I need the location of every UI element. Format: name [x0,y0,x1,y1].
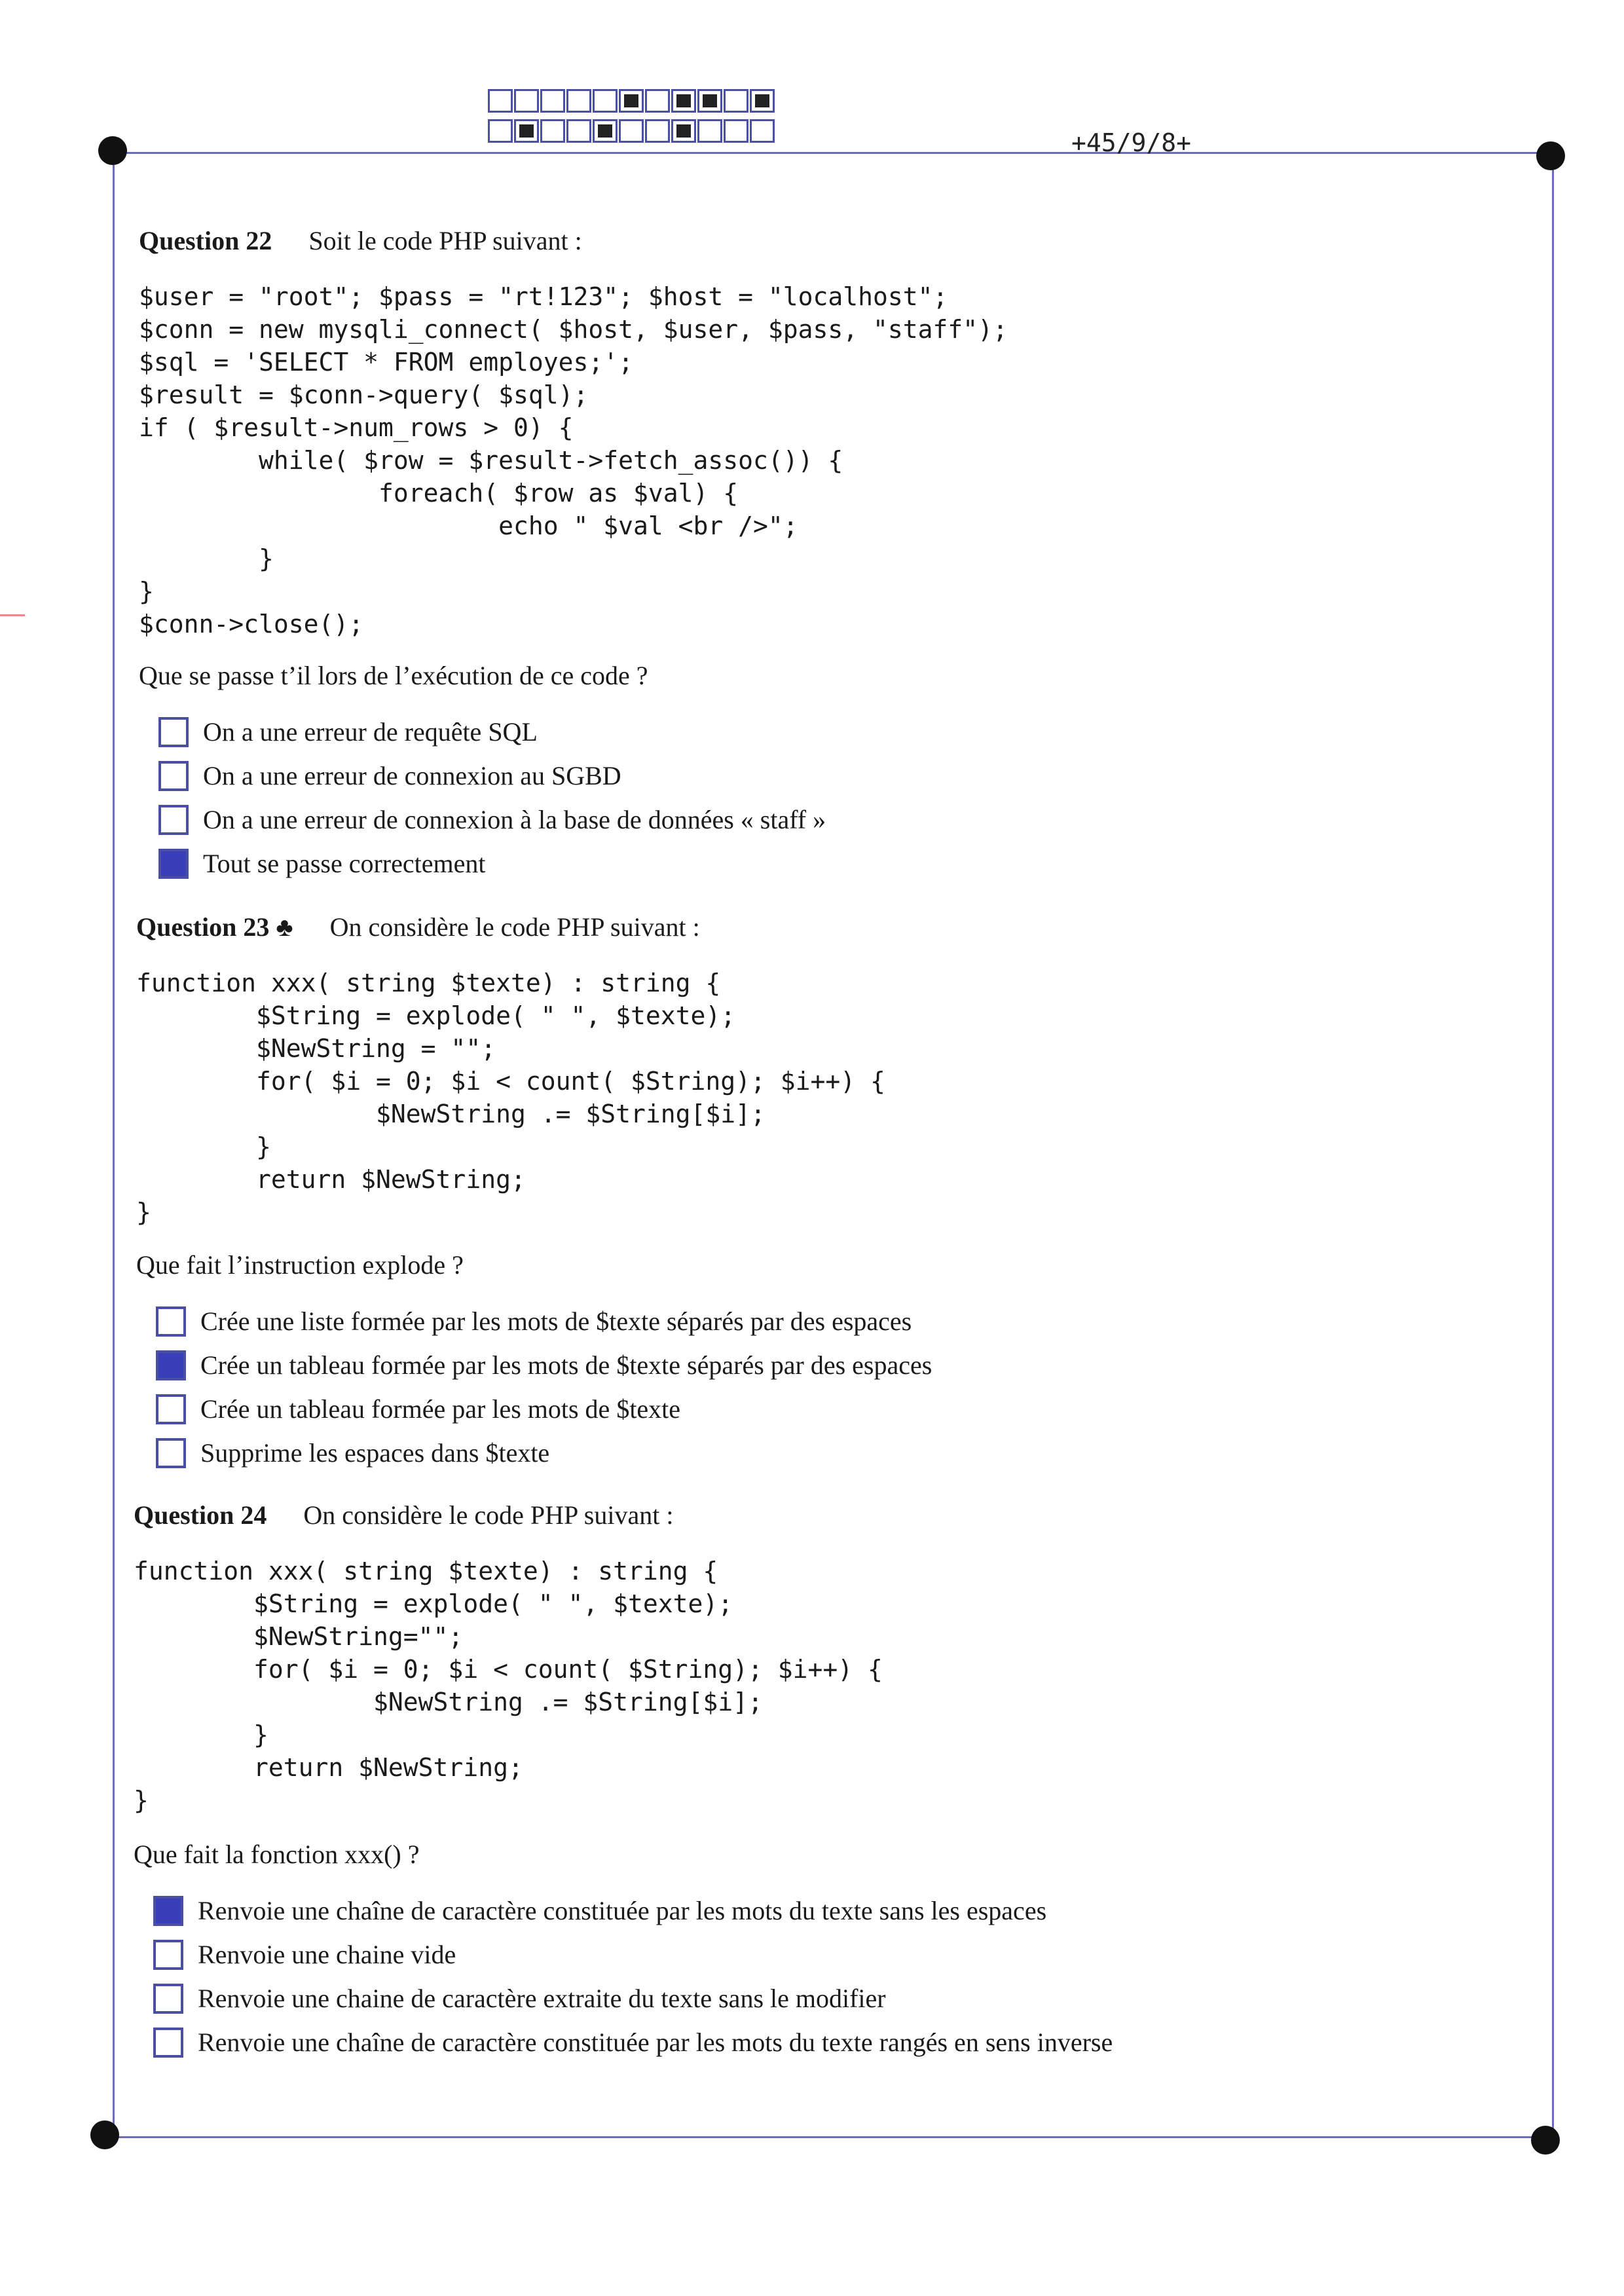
question-prompt: Que fait l’instruction explode ? [136,1250,464,1280]
answer-option[interactable] [156,1343,932,1387]
php-code-block: function xxx( string $texte) : string { $String = explode( " ", $texte); $NewString=""; for( $i = 0; $i < count( $String); $i++) { $NewString .= $String[$i]; } return $NewString; } [134,1557,883,1815]
id-grid-row [488,89,776,115]
corner-marker-top-right [1536,141,1565,170]
id-grid-cell [750,119,775,143]
answer-checkbox[interactable] [153,1896,183,1926]
corner-marker-bottom-left [90,2120,119,2149]
frame-top-line [113,152,1551,154]
php-code-block: $user = "root"; $pass = "rt!123"; $host = "localhost"; $conn = new mysqli_connect( $host, $user, $pass, "staff"); $sql = 'SELECT * FROM employes;'; $result = $conn->query( $sql); if ( $result->num_rows > 0) { while( $row = $result->fetch_assoc()) { foreach( $row as $val) { echo " $val <br />"; } } $conn->close(); [139,282,1008,639]
answer-list [158,710,826,885]
corner-marker-top-left [98,136,127,165]
answer-option[interactable] [158,798,826,842]
frame-right-line [1552,152,1554,2136]
answer-option[interactable] [153,1976,1113,2020]
answer-checkbox[interactable] [153,1984,183,2014]
id-grid-cell [619,89,644,113]
answer-option[interactable] [153,1933,1113,1976]
id-grid-cell [645,119,670,143]
id-grid-cell [488,119,513,143]
answer-list [153,1889,1113,2064]
answer-list [156,1299,932,1475]
answer-option[interactable] [156,1299,932,1343]
id-grid-cell [671,89,696,113]
answer-checkbox[interactable] [158,717,189,747]
id-grid-cell [671,119,696,143]
id-grid-cell [724,89,748,113]
student-id-grid [488,89,776,149]
answer-option[interactable] [158,754,826,798]
answer-label: Renvoie une chaine de caractère extraite du texte sans le modifier [198,1984,886,2013]
answer-label: Renvoie une chaîne de caractère constituée par les mots du texte rangés en sens inverse [198,2028,1113,2057]
php-code-block: function xxx( string $texte) : string { $String = explode( " ", $texte); $NewString = ""; for( $i = 0; $i < count( $String); $i++) { $NewString .= $String[$i]; } return $NewString; } [136,969,885,1227]
answer-label: Crée un tableau formée par les mots de $texte séparés par des espaces [200,1350,932,1380]
frame-left-line [113,152,115,2136]
answer-option[interactable] [158,842,826,885]
margin-mark [0,614,25,616]
answer-checkbox[interactable] [156,1350,186,1380]
answer-label: Supprime les espaces dans $texte [200,1438,550,1468]
answer-checkbox[interactable] [158,849,189,879]
question-prompt: Que fait la fonction xxx() ? [134,1840,420,1869]
answer-label: On a une erreur de connexion à la base de données « staff » [203,805,826,834]
answer-checkbox[interactable] [156,1438,186,1468]
question-number: Question 24 [134,1500,267,1530]
question-number: Question 23 [136,912,270,942]
id-grid-cell [724,119,748,143]
answer-checkbox[interactable] [156,1394,186,1424]
id-grid-cell [593,119,618,143]
id-grid-cell [488,89,513,113]
id-grid-cell [540,119,565,143]
answer-checkbox[interactable] [153,2028,183,2058]
answer-label: Renvoie une chaîne de caractère constituée par les mots du texte sans les espaces [198,1896,1047,1925]
answer-option[interactable] [156,1431,932,1475]
question-prompt: Que se passe t’il lors de l’exécution de ce code ? [139,661,648,690]
answer-option[interactable] [158,710,826,754]
answer-label: On a une erreur de requête SQL [203,717,538,747]
answer-option[interactable] [153,2020,1113,2064]
id-grid-cell [514,119,539,143]
id-grid-cell [566,119,591,143]
id-grid-cell [645,89,670,113]
answer-label: Crée un tableau formée par les mots de $texte [200,1394,681,1424]
frame-bottom-line [103,2136,1559,2138]
page-code: +45/9/8+ [1071,128,1192,157]
answer-option[interactable] [156,1387,932,1431]
answer-checkbox[interactable] [158,761,189,791]
id-grid-cell [593,89,618,113]
id-grid-cell [566,89,591,113]
club-icon: ♣ [276,912,293,942]
answer-label: Renvoie une chaine vide [198,1940,456,1969]
question-intro: On considère le code PHP suivant : [303,1500,674,1530]
answer-label: Tout se passe correctement [203,849,486,878]
id-grid-row [488,119,776,145]
corner-marker-bottom-right [1531,2126,1560,2155]
question-number: Question 22 [139,226,272,255]
answer-label: On a une erreur de connexion au SGBD [203,761,621,790]
question-intro: Soit le code PHP suivant : [308,226,582,255]
answer-checkbox[interactable] [156,1306,186,1337]
id-grid-cell [619,119,644,143]
question-heading [134,1500,673,1530]
question-heading [136,912,700,942]
answer-checkbox[interactable] [158,805,189,835]
id-grid-cell [750,89,775,113]
id-grid-cell [540,89,565,113]
answer-label: Crée une liste formée par les mots de $texte séparés par des espaces [200,1306,912,1336]
id-grid-cell [514,89,539,113]
answer-checkbox[interactable] [153,1940,183,1970]
answer-option[interactable] [153,1889,1113,1933]
question-intro: On considère le code PHP suivant : [329,912,700,942]
id-grid-cell [697,119,722,143]
question-heading [139,225,582,256]
id-grid-cell [697,89,722,113]
